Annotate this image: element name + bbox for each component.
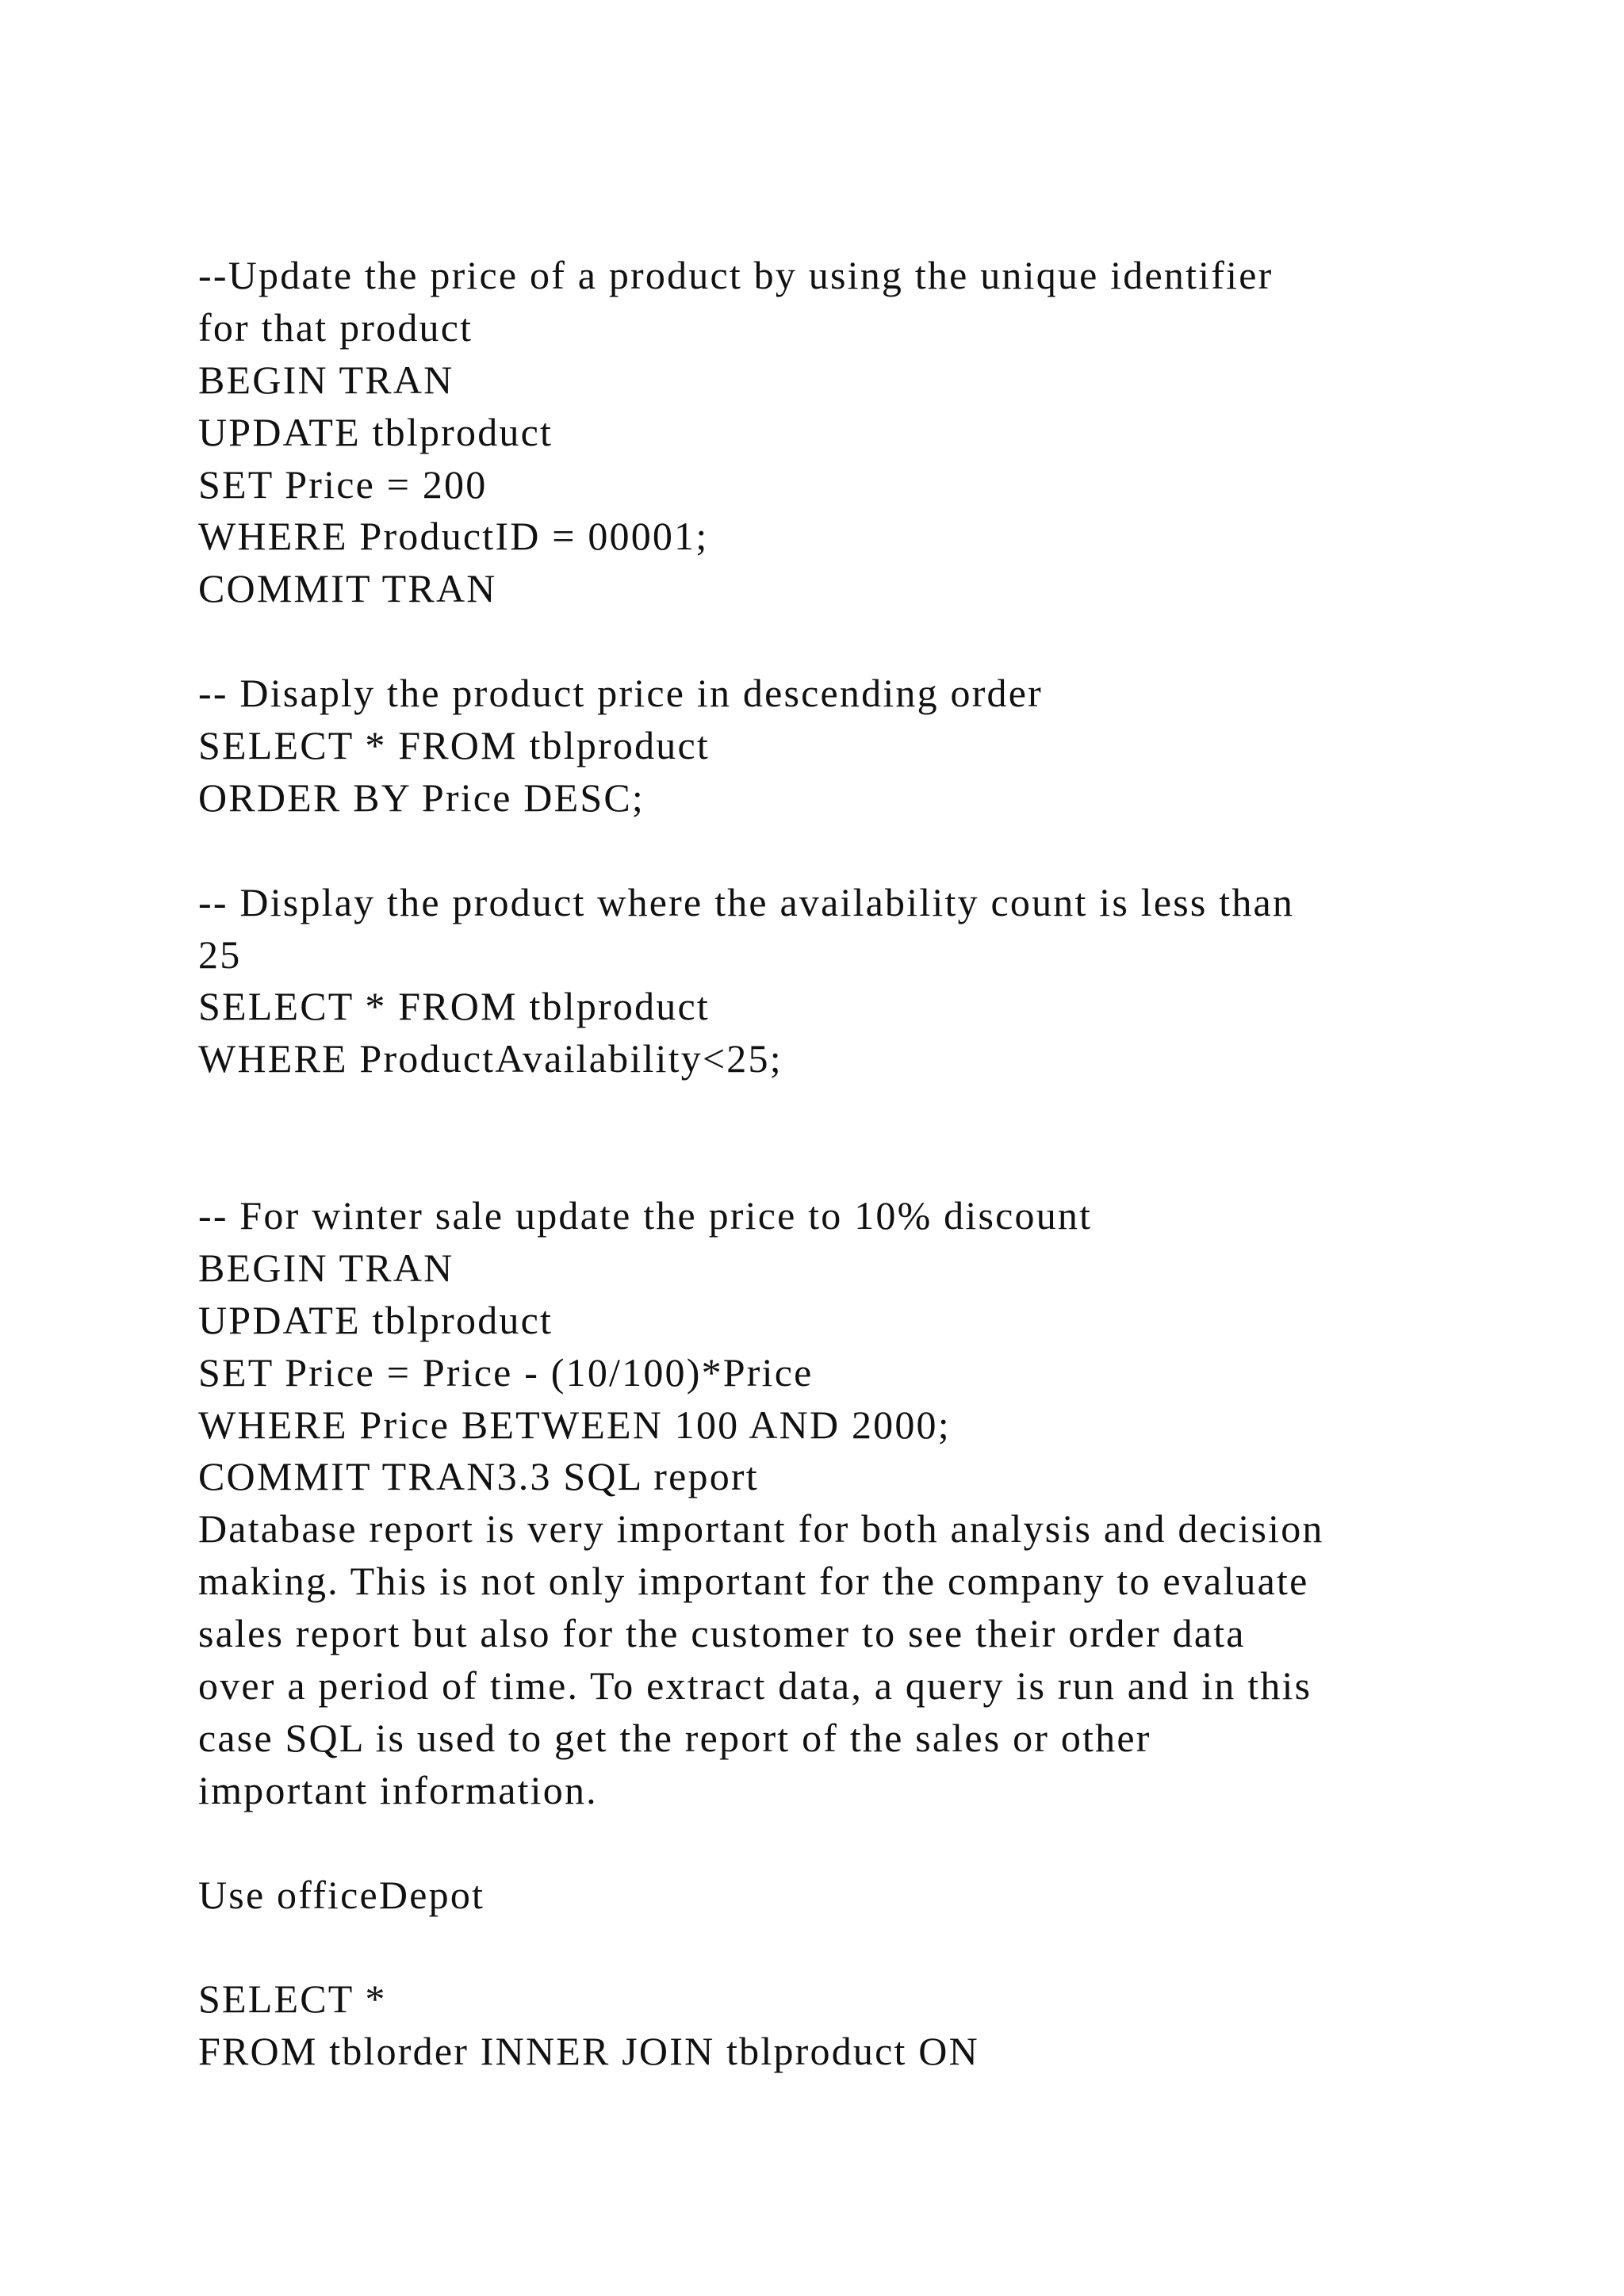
text-line: 25	[198, 932, 242, 977]
text-line: ORDER BY Price DESC;	[198, 775, 645, 820]
text-line: BEGIN TRAN	[198, 1245, 454, 1290]
text-line: -- Disaply the product price in descending order	[198, 671, 1043, 716]
text-line: making. This is not only important for the company to evaluate	[198, 1559, 1309, 1604]
text-line: sales report but also for the customer to see their order data	[198, 1611, 1246, 1656]
blank-line	[198, 825, 1435, 877]
text-line: important information.	[198, 1767, 598, 1812]
text-line: BEGIN TRAN	[198, 357, 454, 402]
text-line: COMMIT TRAN	[198, 566, 497, 611]
text-line: COMMIT TRAN3.3 SQL report	[198, 1454, 759, 1499]
text-line: WHERE ProductID = 00001;	[198, 514, 709, 559]
text-line: SELECT *	[198, 1976, 387, 2022]
text-line: Database report is very important for both analysis and decision	[198, 1506, 1324, 1552]
text-line: --Update the price of a product by using the unique identifier	[198, 253, 1274, 297]
text-line: -- Display the product where the availability count is less than	[198, 879, 1295, 924]
text-line: FROM tblorder INNER JOIN tblproduct ON	[198, 2029, 979, 2074]
text-line: Use officeDepot	[198, 1872, 485, 1917]
text-line: SELECT * FROM tblproduct	[198, 723, 710, 768]
text-line: WHERE Price BETWEEN 100 AND 2000;	[198, 1402, 951, 1447]
text-line: WHERE ProductAvailability<25;	[198, 1036, 783, 1081]
blank-line	[198, 1922, 1435, 1974]
text-line: -- For winter sale update the price to 10% discount	[198, 1193, 1093, 1238]
text-line: case SQL is used to get the report of the sales or other	[198, 1715, 1151, 1760]
text-line: for that product	[198, 304, 473, 350]
text-line: over a period of time. To extract data, a query is run and in this	[198, 1663, 1312, 1709]
text-line: SELECT * FROM tblproduct	[198, 984, 710, 1029]
document-text	[198, 250, 1435, 2078]
blank-line	[198, 1817, 1435, 1869]
blank-line	[198, 1138, 1435, 1190]
blank-line	[198, 1085, 1435, 1138]
text-line: UPDATE tblproduct	[198, 409, 553, 454]
text-line: SET Price = Price - (10/100)*Price	[198, 1349, 814, 1395]
text-line: SET Price = 200	[198, 461, 488, 507]
blank-line	[198, 615, 1435, 668]
text-line: UPDATE tblproduct	[198, 1297, 553, 1342]
